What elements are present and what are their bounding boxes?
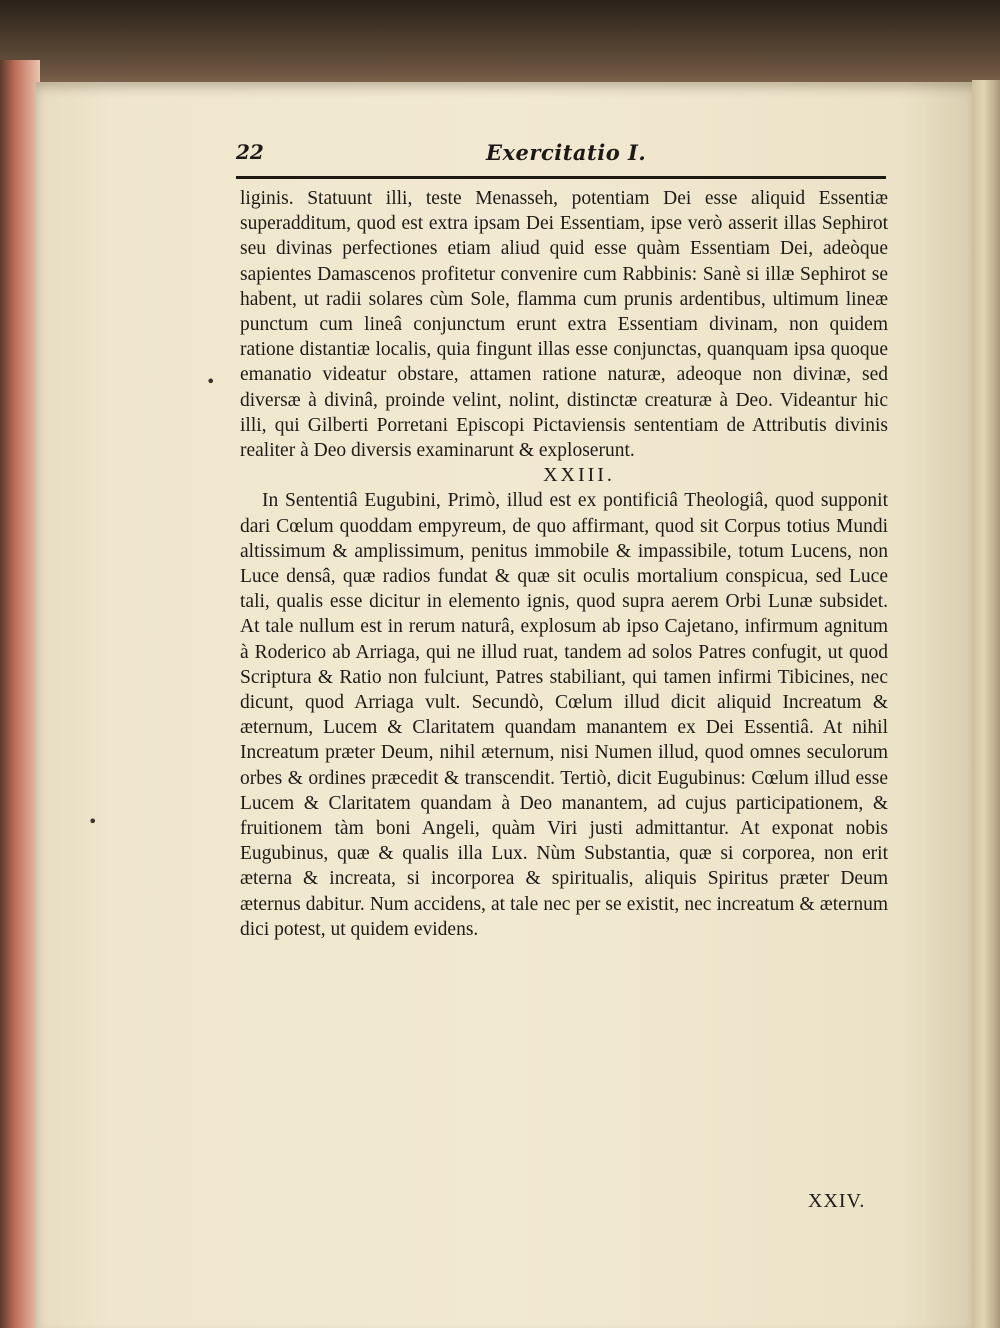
page-stack-right-edge xyxy=(972,80,1000,1328)
page-number: 22 xyxy=(236,140,264,164)
section-title: Exercitatio I. xyxy=(486,140,647,165)
margin-dot: • xyxy=(206,372,216,391)
running-head xyxy=(236,140,886,170)
main-text xyxy=(240,186,888,942)
paragraph-continuation: liginis. Statuunt illi, teste Menasseh, potentiam Dei esse aliquid Essentiæ superadditum, quod est extra ipsam Dei Essentiam, ipse verò asserit illas Sephirot seu divinas perfectiones etiam aliud quid esse quàm Essentiam Dei, adeòque sapientes Damascenos profitetur convenire cum Rabbinis: Sanè si illæ Sephirot se habent, ut radii solares cùm Sole, flamma cum prunis ardentibus, ultimum lineæ punctum cum lineâ conjunctum erunt extra Essentiam divinam, non quidem ratione distantiæ localis, quia fingunt illas esse conjunctas, quanquam ipsa quoque emanatio videatur obstare, attamen ratione naturæ, adeoque non divinæ, sed diversæ à divinâ, proinde velint, nolint, distinctæ creaturæ à Deo. Videantur hic illi, qui Gilberti Porretani Episcopi Pictaviensis sententiam de Attributis divinis realiter à Deo diversis examinarunt & exploserunt. xyxy=(240,188,888,462)
catchword: XXIV. xyxy=(808,1190,866,1212)
book-top-edge xyxy=(0,0,1000,95)
section-numeral: XXIII. xyxy=(543,464,615,487)
margin-dot: • xyxy=(88,812,98,831)
page-stack-left-edge xyxy=(0,60,40,1328)
paragraph-main: In Sententiâ Eugubini, Primò, illud est ex pontificiâ Theologiâ, quod supponit dari Cœlum quoddam empyreum, de quo affirmant, quod sit Corpus totius Mundi altissimum & amplissimum, penitus immobile & impassibile, totum Lucens, non Luce densâ, quæ radios fundat & quæ sit oculis mortalium conspicua, sed Luce tali, qualis esse dicitur in elemento ignis, quod supra aerem Orbi Lunæ subsidet. At tale nullum est in rerum naturâ, explosum ab ipso Cajetano, infirmum agnitum à Roderico ab Arriaga, qui ne illud ruat, tandem ad solos Patres confugit, ut quod Scriptura & Ratio non fulciunt, Patres stabiliant, qui tamen infirmi Tibicines, nec dicunt, quod Arriaga vult. Secundò, Cœlum illud dicit aliquid Increatum & æternum, Lucem & Claritatem quandam manantem ex Dei Essentiâ. At nihil Increatum præter Deum, nihil æternum, nisi Numen illud, quod omnes seculorum orbes & ordines præcedit & transcendit. Tertiò, dicit Eugubinus: Cœlum illud esse Lucem & Claritatem quandam à Deo manantem, ad cujus participationem, & fruitionem tàm boni Angeli, quàm Viri justi admittantur. At exponat nobis Eugubinus, quæ & qualis illa Lux. Nùm Substantia, quæ si corporea, non erit æterna & increata, si incorporea & spiritualis, aliquis Spiritus præter Deum æternus dabitur. Num accidens, at tale nec per se existit, nec increatum & æternum dici potest, ut quidem evidens. xyxy=(240,490,888,940)
header-rule xyxy=(236,176,886,179)
